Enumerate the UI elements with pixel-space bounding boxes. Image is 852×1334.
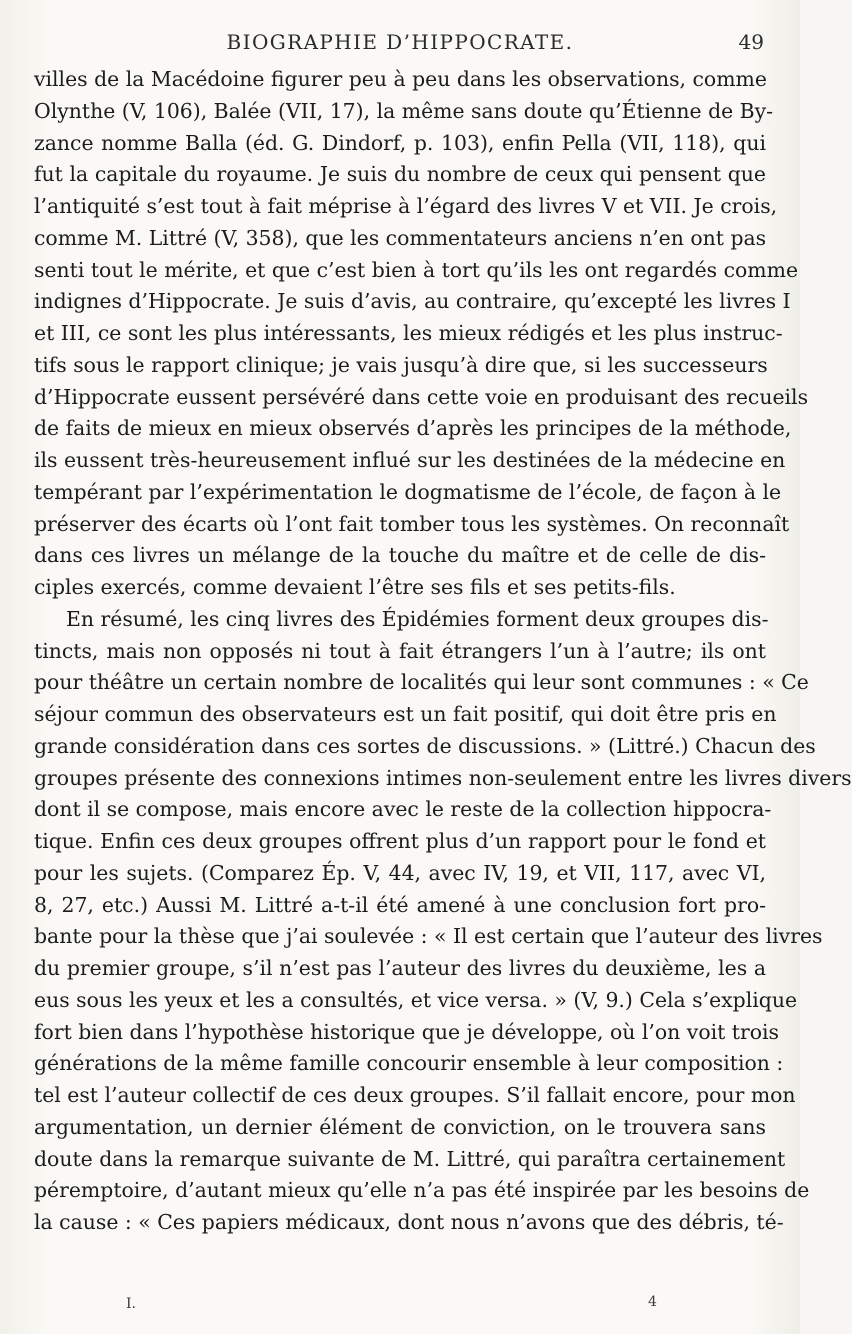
text-line: générations de la même famille concourir ensemble à leur composition : [34, 1051, 784, 1076]
running-head [34, 30, 766, 56]
text-line: 8, 27, etc.) Aussi M. Littré a-t-il été amené à une conclusion fort pro- [34, 892, 766, 917]
text-line: d’Hippocrate eussent persévéré dans cette voie en produisant des recueils [34, 384, 809, 409]
text-line: villes de la Macédoine figurer peu à peu dans les observations, comme [34, 67, 767, 91]
text-line: tempérant par l’expérimentation le dogmatisme de l’école, de façon à le [34, 479, 782, 504]
text-line: dont il se compose, mais encore avec le reste de la collection hippocra- [34, 797, 772, 822]
text-line: ils eussent très-heureusement influé sur les destinées de la médecine en [34, 448, 786, 472]
text-line: pour théâtre un certain nombre de localités qui leur sont communes : « Ce [34, 670, 809, 695]
text-line: du premier groupe, s’il n’est pas l’auteur des livres du deuxième, les a [34, 956, 766, 980]
page-footer [34, 1294, 766, 1318]
text-line: comme M. Littré (V, 358), que les commentateurs anciens n’en ont pas [34, 225, 767, 250]
text-line: tel est l’auteur collectif de ces deux groupes. S’il fallait encore, pour mon [34, 1083, 796, 1107]
text-line: et III, ce sont les plus intéressants, les mieux rédigés et les plus instruc- [34, 321, 783, 345]
text-line: tifs sous le rapport clinique; je vais jusqu’à dire que, si les successeurs [34, 352, 768, 377]
sheet-number: 4 [648, 1294, 657, 1310]
text-line: séjour commun des observateurs est un fait positif, qui doit être pris en [34, 702, 777, 726]
paragraph-end-line: ciples exercés, comme devaient l’être ses fils et ses petits-fils. [34, 575, 676, 599]
text-line: pour les sujets. (Comparez Ép. V, 44, avec IV, 19, et VII, 117, avec VI, [34, 860, 766, 885]
running-title: BIOGRAPHIE D’HIPPOCRATE. [226, 30, 574, 54]
text-line: préserver des écarts où l’ont fait tomber tous les systèmes. On reconnaît [34, 511, 790, 536]
text-line: péremptoire, d’autant mieux qu’elle n’a pas été inspirée par les besoins de [34, 1178, 810, 1203]
text-line: fort bien dans l’hypothèse historique que je développe, où l’on voit trois [34, 1019, 779, 1044]
text-line: bante pour la thèse que j’ai soulevée : « Il est certain que l’auteur des livres [34, 924, 823, 949]
text-line: dans ces livres un mélange de la touche du maître et de celle de dis- [34, 543, 766, 568]
page-number: 49 [738, 30, 764, 54]
text-line: indignes d’Hippocrate. Je suis d’avis, au contraire, qu’excepté les livres I [34, 289, 791, 314]
text-line: senti tout le mérite, et que c’est bien à tort qu’ils les ont regardés comme [34, 257, 799, 282]
text-line: argumentation, un dernier élément de conviction, on le trouvera sans [34, 1114, 766, 1139]
text-line: grande considération dans ces sortes de discussions. » (Littré.) Chacun des [34, 733, 816, 758]
text-line: fut la capitale du royaume. Je suis du nombre de ceux qui pensent que [34, 162, 766, 187]
text-line: de faits de mieux en mieux observés d’après les principes de la méthode, [34, 416, 792, 441]
body-text [34, 64, 852, 1239]
signature-mark: I. [126, 1296, 136, 1312]
text-line: doute dans la remarque suivante de M. Littré, qui paraîtra certainement [34, 1146, 786, 1171]
text-line: la cause : « Ces papiers médicaux, dont nous n’avons que des débris, té- [34, 1210, 784, 1234]
text-line: tincts, mais non opposés ni tout à fait étrangers l’un à l’autre; ils ont [34, 638, 766, 663]
text-line: groupes présente des connexions intimes non-seulement entre les livres divers [34, 765, 852, 790]
paragraph-start-line: En résumé, les cinq livres des Épidémies forment deux groupes dis- [66, 606, 769, 631]
text-line: l’antiquité s’est tout à fait méprise à l’égard des livres V et VII. Je crois, [34, 194, 778, 218]
text-line: tique. Enfin ces deux groupes offrent plus d’un rapport pour le fond et [34, 829, 766, 853]
text-line: zance nomme Balla (éd. G. Dindorf, p. 103), enfin Pella (VII, 118), qui [34, 130, 766, 155]
text-line: Olynthe (V, 106), Balée (VII, 17), la même sans doute qu’Étienne de By- [34, 98, 774, 123]
text-line: eus sous les yeux et les a consultés, et vice versa. » (V, 9.) Cela s’explique [34, 987, 798, 1012]
